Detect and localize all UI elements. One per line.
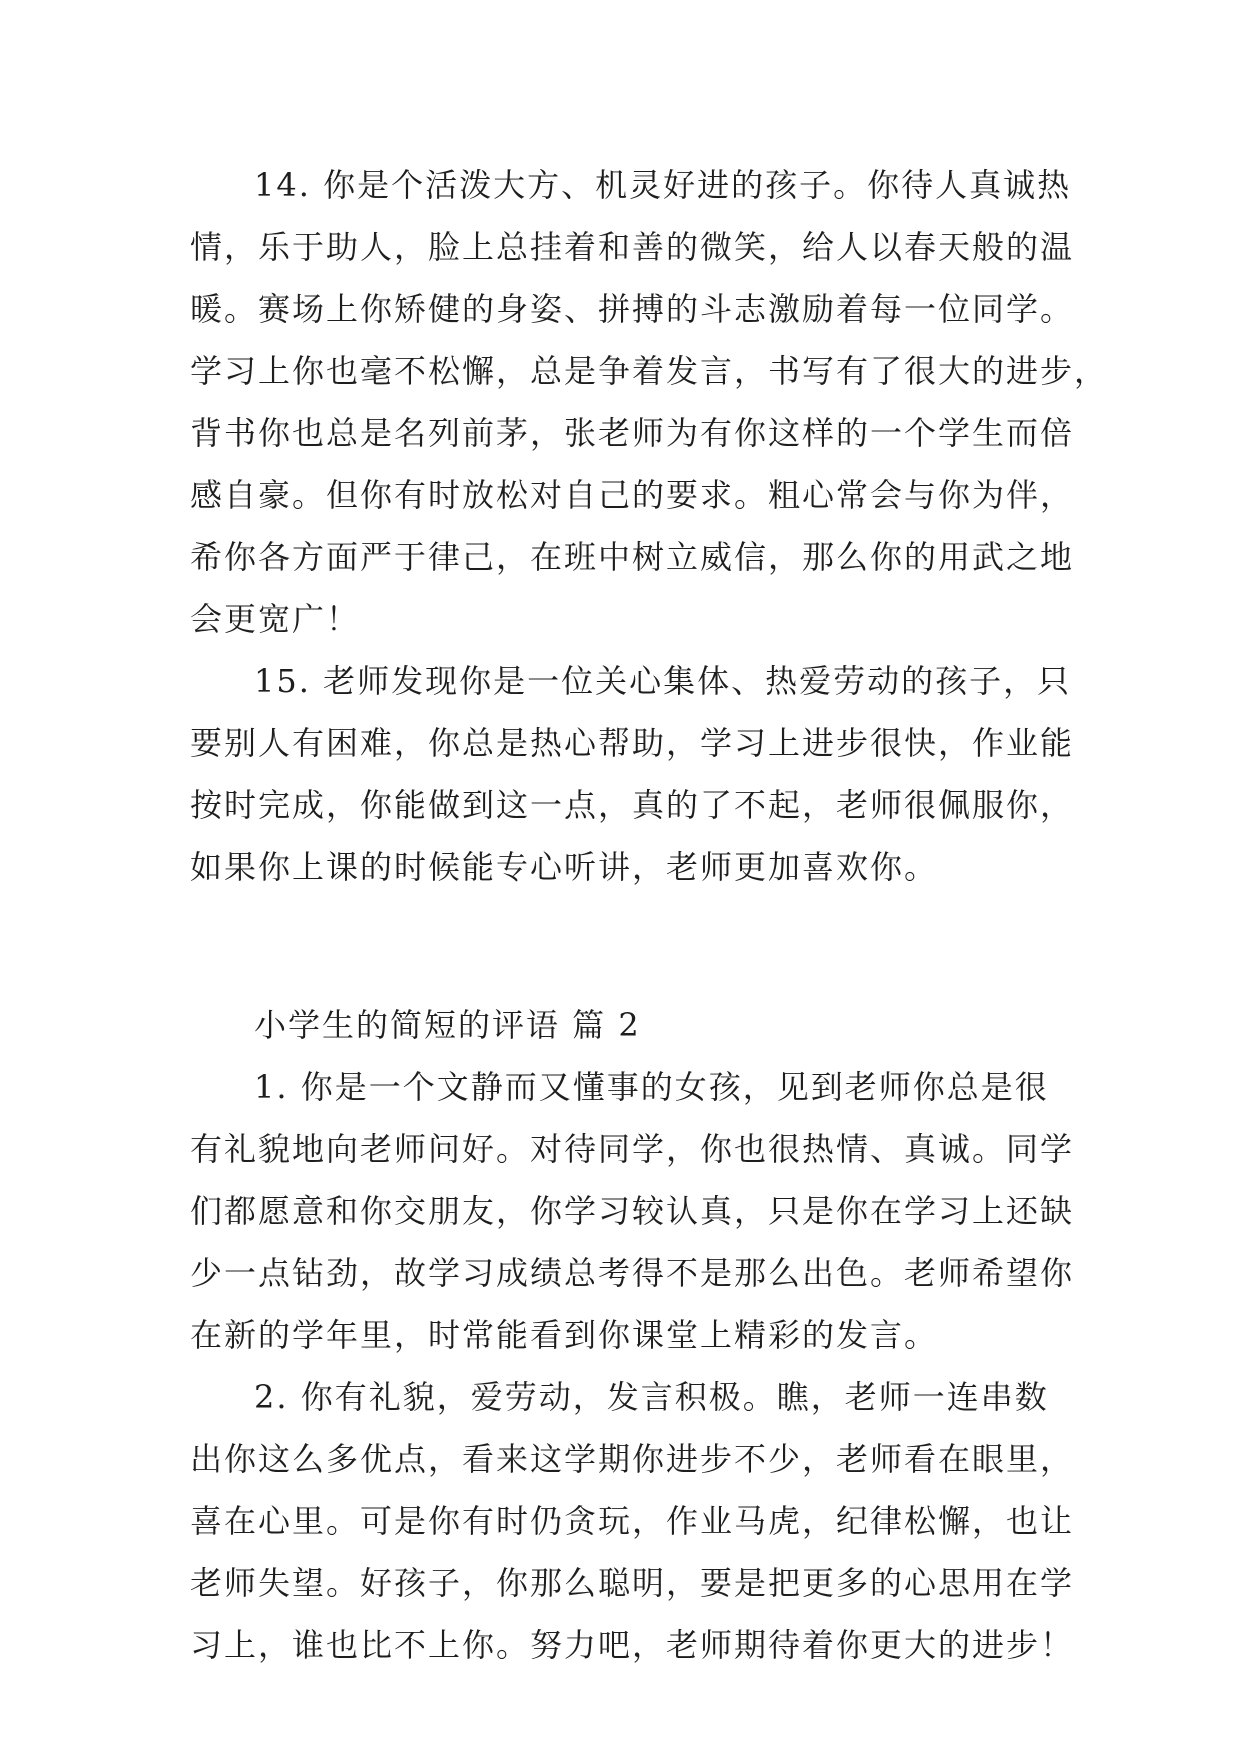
text-line: 暖。赛场上你矫健的身姿、拼搏的斗志激励着每一位同学。 [190, 290, 1075, 328]
text-line: 习上，谁也比不上你。努力吧，老师期待着你更大的进步！ [190, 1626, 1075, 1664]
comment-item-2 [190, 1366, 1075, 1676]
text-line: 在新的学年里，时常能看到你课堂上精彩的发言。 [190, 1316, 939, 1354]
text-line: 出你这么多优点，看来这学期你进步不少，老师看在眼里， [190, 1440, 1075, 1478]
text-line: 们都愿意和你交朋友，你学习较认真，只是你在学习上还缺 [190, 1192, 1075, 1230]
text-line: 学习上你也毫不松懈，总是争着发言，书写有了很大的进步， [190, 352, 1109, 390]
text-line: 有礼貌地向老师问好。对待同学，你也很热情、真诚。同学 [190, 1130, 1075, 1168]
document-body [190, 154, 1109, 1676]
comment-item-1 [190, 1056, 1075, 1366]
text-line: 情，乐于助人，脸上总挂着和善的微笑，给人以春天般的温 [190, 228, 1075, 266]
text-line: 背书你也总是名列前茅，张老师为有你这样的一个学生而倍 [190, 414, 1075, 452]
text-line: 希你各方面严于律己，在班中树立威信，那么你的用武之地 [190, 538, 1075, 576]
comment-item-15 [190, 650, 1075, 898]
text-line: 1. 你是一个文静而又懂事的女孩，见到老师你总是很 [254, 1068, 1049, 1106]
text-line: 少一点钻劲，故学习成绩总考得不是那么出色。老师希望你 [190, 1254, 1075, 1292]
section-heading: 小学生的简短的评语 篇 2 [254, 1006, 641, 1044]
text-line: 会更宽广！ [190, 600, 361, 638]
section-spacer [190, 898, 1070, 994]
comment-item-14 [190, 154, 1109, 650]
text-line: 要别人有困难，你总是热心帮助，学习上进步很快，作业能 [190, 724, 1075, 762]
text-line: 14. 你是个活泼大方、机灵好进的孩子。你待人真诚热 [254, 166, 1072, 204]
text-line: 15. 老师发现你是一位关心集体、热爱劳动的孩子，只 [254, 662, 1072, 700]
text-line: 2. 你有礼貌，爱劳动，发言积极。瞧，老师一连串数 [254, 1378, 1049, 1416]
text-line: 老师失望。好孩子，你那么聪明，要是把更多的心思用在学 [190, 1564, 1075, 1602]
text-line: 喜在心里。可是你有时仍贪玩，作业马虎，纪律松懈，也让 [190, 1502, 1075, 1540]
text-line: 感自豪。但你有时放松对自己的要求。粗心常会与你为伴， [190, 476, 1075, 514]
text-line: 如果你上课的时候能专心听讲，老师更加喜欢你。 [190, 848, 939, 886]
text-line: 按时完成，你能做到这一点，真的了不起，老师很佩服你， [190, 786, 1075, 824]
